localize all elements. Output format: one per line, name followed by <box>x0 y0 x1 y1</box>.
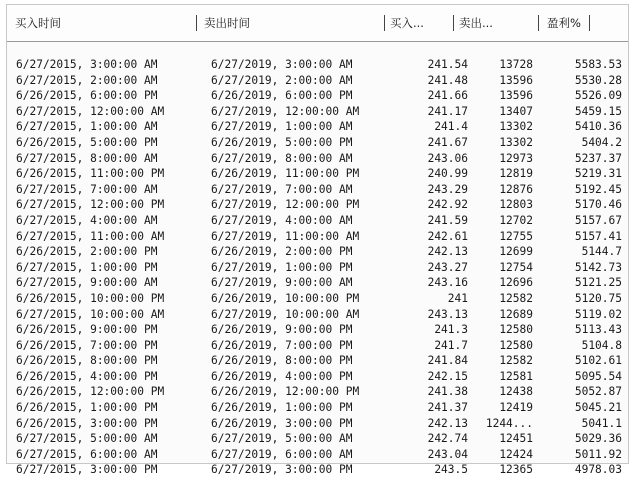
results-table <box>6 4 629 477</box>
column-resize-handle[interactable] <box>196 15 197 31</box>
table-row[interactable] <box>7 229 628 245</box>
cell-sell-time: 6/27/2019, 6:00:00 AM <box>211 447 353 461</box>
cell-buy-price: 241.48 <box>427 73 468 87</box>
cell-profit-pct: 5583.53 <box>574 58 622 71</box>
table-row[interactable] <box>7 135 628 151</box>
cell-buy-price: 241.7 <box>434 338 468 352</box>
cell-sell-time: 6/27/2019, 1:00:00 AM <box>211 120 353 134</box>
cell-buy-price: 241 <box>447 291 468 305</box>
cell-buy-time: 6/27/2015, 12:00:00 PM <box>16 198 165 212</box>
cell-profit-pct: 5404.2 <box>581 135 622 149</box>
cell-sell-time: 6/26/2019, 1:00:00 PM <box>211 401 353 415</box>
table-row[interactable] <box>7 104 628 120</box>
cell-profit-pct: 5459.15 <box>574 104 622 118</box>
cell-sell-price: 12755 <box>499 229 533 243</box>
cell-sell-time: 6/27/2019, 11:00:00 AM <box>211 229 360 243</box>
cell-sell-price: 12819 <box>499 167 533 181</box>
cell-profit-pct: 5144.7 <box>581 245 622 259</box>
cell-sell-time: 6/27/2019, 8:00:00 AM <box>211 151 353 165</box>
cell-buy-price: 243.16 <box>427 276 468 290</box>
cell-buy-time: 6/26/2015, 4:00:00 PM <box>16 369 158 383</box>
cell-buy-price: 243.5 <box>434 463 468 477</box>
cell-profit-pct: 5011.92 <box>574 447 622 461</box>
cell-sell-time: 6/27/2019, 4:00:00 AM <box>211 213 353 227</box>
cell-sell-price: 12696 <box>499 276 533 290</box>
cell-buy-time: 6/27/2015, 3:00:00 AM <box>16 58 158 71</box>
cell-profit-pct: 5041.1 <box>581 416 622 430</box>
cell-buy-time: 6/27/2015, 9:00:00 AM <box>16 276 158 290</box>
cell-sell-time: 6/26/2019, 9:00:00 PM <box>211 323 353 337</box>
table-row[interactable] <box>7 291 628 307</box>
cell-buy-price: 243.13 <box>427 307 468 321</box>
table-header <box>7 5 628 42</box>
cell-sell-price: 12580 <box>499 338 533 352</box>
cell-sell-time: 6/26/2019, 10:00:00 PM <box>211 291 360 305</box>
cell-buy-price: 242.74 <box>427 432 468 446</box>
cell-buy-time: 6/26/2015, 5:00:00 PM <box>16 135 158 149</box>
cell-buy-time: 6/26/2015, 10:00:00 PM <box>16 291 165 305</box>
cell-sell-price: 13302 <box>499 120 533 134</box>
cell-buy-price: 241.4 <box>434 120 468 134</box>
cell-buy-time: 6/26/2015, 3:00:00 PM <box>16 416 158 430</box>
cell-profit-pct: 5526.09 <box>574 89 622 103</box>
cell-buy-time: 6/26/2015, 6:00:00 PM <box>16 89 158 103</box>
cell-buy-time: 6/26/2015, 1:00:00 PM <box>16 401 158 415</box>
cell-buy-price: 243.06 <box>427 151 468 165</box>
cell-profit-pct: 5157.67 <box>574 213 622 227</box>
cell-buy-time: 6/26/2015, 7:00:00 PM <box>16 338 158 352</box>
cell-sell-price: 12582 <box>499 291 533 305</box>
table-row[interactable] <box>7 353 628 369</box>
cell-profit-pct: 5095.54 <box>574 369 622 383</box>
cell-sell-price: 12424 <box>499 447 533 461</box>
cell-sell-price: 12702 <box>499 213 533 227</box>
column-resize-handle[interactable] <box>589 15 590 31</box>
cell-sell-time: 6/27/2019, 3:00:00 AM <box>211 58 353 71</box>
table-row[interactable] <box>7 447 628 463</box>
cell-sell-price: 12438 <box>499 385 533 399</box>
table-row[interactable] <box>7 462 628 478</box>
cell-profit-pct: 5029.36 <box>574 432 622 446</box>
cell-buy-time: 6/27/2015, 12:00:00 AM <box>16 104 165 118</box>
cell-profit-pct: 5052.87 <box>574 385 622 399</box>
table-row[interactable] <box>7 119 628 135</box>
table-row[interactable] <box>7 73 628 89</box>
cell-sell-price: 12876 <box>499 182 533 196</box>
cell-buy-time: 6/27/2015, 3:00:00 PM <box>16 463 158 477</box>
cell-sell-price: 13596 <box>499 89 533 103</box>
column-resize-handle[interactable] <box>538 15 539 31</box>
cell-profit-pct: 5113.43 <box>574 323 622 337</box>
cell-buy-price: 241.59 <box>427 213 468 227</box>
table-row[interactable] <box>7 400 628 416</box>
cell-sell-time: 6/26/2019, 7:00:00 PM <box>211 338 353 352</box>
table-row[interactable] <box>7 369 628 385</box>
cell-sell-time: 6/27/2019, 1:00:00 PM <box>211 260 353 274</box>
cell-buy-price: 241.17 <box>427 104 468 118</box>
table-row[interactable] <box>7 151 628 167</box>
cell-sell-time: 6/27/2019, 7:00:00 AM <box>211 182 353 196</box>
cell-profit-pct: 5121.25 <box>574 276 622 290</box>
cell-buy-price: 240.99 <box>427 167 468 181</box>
cell-profit-pct: 5192.45 <box>574 182 622 196</box>
table-row[interactable] <box>7 57 628 73</box>
column-resize-handle[interactable] <box>453 15 454 31</box>
cell-sell-price: 12419 <box>499 401 533 415</box>
cell-profit-pct: 5104.8 <box>581 338 622 352</box>
cell-buy-price: 241.67 <box>427 135 468 149</box>
table-row[interactable] <box>7 182 628 198</box>
cell-buy-time: 6/26/2015, 11:00:00 PM <box>16 167 165 181</box>
table-row[interactable] <box>7 166 628 182</box>
column-header-sell-price[interactable]: 卖出... <box>459 16 493 30</box>
cell-buy-time: 6/26/2015, 9:00:00 PM <box>16 323 158 337</box>
cell-sell-price: 12754 <box>499 260 533 274</box>
cell-profit-pct: 5120.75 <box>574 291 622 305</box>
column-header-buy-time[interactable]: 买入时间 <box>15 16 61 30</box>
table-row[interactable] <box>7 431 628 447</box>
cell-sell-time: 6/26/2019, 4:00:00 PM <box>211 369 353 383</box>
cell-sell-price: 12582 <box>499 354 533 368</box>
cell-sell-time: 6/26/2019, 12:00:00 PM <box>211 385 360 399</box>
cell-buy-price: 242.13 <box>427 416 468 430</box>
cell-buy-time: 6/27/2015, 4:00:00 AM <box>16 213 158 227</box>
table-row[interactable] <box>7 416 628 432</box>
cell-buy-time: 6/27/2015, 11:00:00 AM <box>16 229 165 243</box>
cell-buy-price: 242.15 <box>427 369 468 383</box>
cell-profit-pct: 5530.28 <box>574 73 622 87</box>
cell-profit-pct: 5410.36 <box>574 120 622 134</box>
cell-sell-time: 6/27/2019, 9:00:00 AM <box>211 276 353 290</box>
cell-profit-pct: 5219.31 <box>574 167 622 181</box>
cell-profit-pct: 5142.73 <box>574 260 622 274</box>
table-row[interactable] <box>7 213 628 229</box>
cell-sell-time: 6/26/2019, 3:00:00 PM <box>211 416 353 430</box>
cell-buy-price: 241.54 <box>427 58 468 71</box>
column-header-buy-price[interactable]: 买入... <box>390 16 424 30</box>
cell-buy-time: 6/26/2015, 12:00:00 PM <box>16 385 165 399</box>
cell-sell-price: 13596 <box>499 73 533 87</box>
table-body <box>7 57 628 478</box>
cell-buy-price: 243.04 <box>427 447 468 461</box>
table-row[interactable] <box>7 338 628 354</box>
cell-buy-time: 6/26/2015, 2:00:00 PM <box>16 245 158 259</box>
cell-sell-time: 6/26/2019, 8:00:00 PM <box>211 354 353 368</box>
cell-buy-time: 6/27/2015, 7:00:00 AM <box>16 182 158 196</box>
cell-profit-pct: 5157.41 <box>574 229 622 243</box>
cell-buy-time: 6/26/2015, 8:00:00 PM <box>16 354 158 368</box>
cell-profit-pct: 5119.02 <box>574 307 622 321</box>
table-row[interactable] <box>7 260 628 276</box>
cell-sell-price: 12580 <box>499 323 533 337</box>
table-row[interactable] <box>7 322 628 338</box>
cell-buy-price: 241.84 <box>427 354 468 368</box>
column-header-sell-time[interactable]: 卖出时间 <box>204 16 250 30</box>
cell-buy-price: 243.29 <box>427 182 468 196</box>
cell-buy-price: 241.38 <box>427 385 468 399</box>
cell-buy-price: 241.66 <box>427 89 468 103</box>
cell-buy-price: 242.92 <box>427 198 468 212</box>
cell-sell-time: 6/27/2019, 5:00:00 AM <box>211 432 353 446</box>
cell-buy-time: 6/27/2015, 1:00:00 AM <box>16 120 158 134</box>
column-header-profit-pct[interactable]: 盈利% <box>547 16 581 30</box>
cell-buy-price: 242.61 <box>427 229 468 243</box>
cell-sell-price: 12973 <box>499 151 533 165</box>
cell-sell-time: 6/27/2019, 10:00:00 AM <box>211 307 360 321</box>
cell-profit-pct: 5170.46 <box>574 198 622 212</box>
cell-sell-time: 6/26/2019, 6:00:00 PM <box>211 89 353 103</box>
cell-buy-price: 241.37 <box>427 401 468 415</box>
cell-sell-time: 6/26/2019, 5:00:00 PM <box>211 135 353 149</box>
cell-profit-pct: 5237.37 <box>574 151 622 165</box>
cell-sell-price: 12699 <box>499 245 533 259</box>
cell-sell-price: 1244... <box>485 416 533 430</box>
table-row[interactable] <box>7 275 628 291</box>
cell-sell-price: 12365 <box>499 463 533 477</box>
cell-buy-time: 6/27/2015, 5:00:00 AM <box>16 432 158 446</box>
table-row[interactable] <box>7 307 628 323</box>
table-row[interactable] <box>7 384 628 400</box>
cell-sell-time: 6/27/2019, 2:00:00 AM <box>211 73 353 87</box>
cell-sell-price: 12581 <box>499 369 533 383</box>
cell-sell-time: 6/27/2019, 3:00:00 PM <box>211 463 353 477</box>
column-resize-handle[interactable] <box>384 15 385 31</box>
cell-buy-price: 241.3 <box>434 323 468 337</box>
cell-profit-pct: 5102.61 <box>574 354 622 368</box>
cell-buy-price: 243.27 <box>427 260 468 274</box>
table-row[interactable] <box>7 244 628 260</box>
cell-profit-pct: 5045.21 <box>574 401 622 415</box>
cell-buy-time: 6/27/2015, 8:00:00 AM <box>16 151 158 165</box>
cell-sell-time: 6/27/2019, 12:00:00 AM <box>211 104 360 118</box>
cell-profit-pct: 4978.03 <box>574 463 622 477</box>
cell-sell-time: 6/26/2019, 11:00:00 PM <box>211 167 360 181</box>
cell-buy-price: 242.13 <box>427 245 468 259</box>
cell-sell-time: 6/26/2019, 2:00:00 PM <box>211 245 353 259</box>
cell-sell-price: 12803 <box>499 198 533 212</box>
cell-sell-price: 13407 <box>499 104 533 118</box>
cell-sell-price: 13728 <box>499 58 533 71</box>
cell-buy-time: 6/27/2015, 1:00:00 PM <box>16 260 158 274</box>
cell-buy-time: 6/27/2015, 6:00:00 AM <box>16 447 158 461</box>
cell-sell-time: 6/27/2019, 12:00:00 PM <box>211 198 360 212</box>
cell-sell-price: 12689 <box>499 307 533 321</box>
cell-buy-time: 6/27/2015, 10:00:00 AM <box>16 307 165 321</box>
table-row[interactable] <box>7 197 628 213</box>
table-row[interactable] <box>7 88 628 104</box>
cell-sell-price: 12451 <box>499 432 533 446</box>
cell-buy-time: 6/27/2015, 2:00:00 AM <box>16 73 158 87</box>
cell-sell-price: 13302 <box>499 135 533 149</box>
